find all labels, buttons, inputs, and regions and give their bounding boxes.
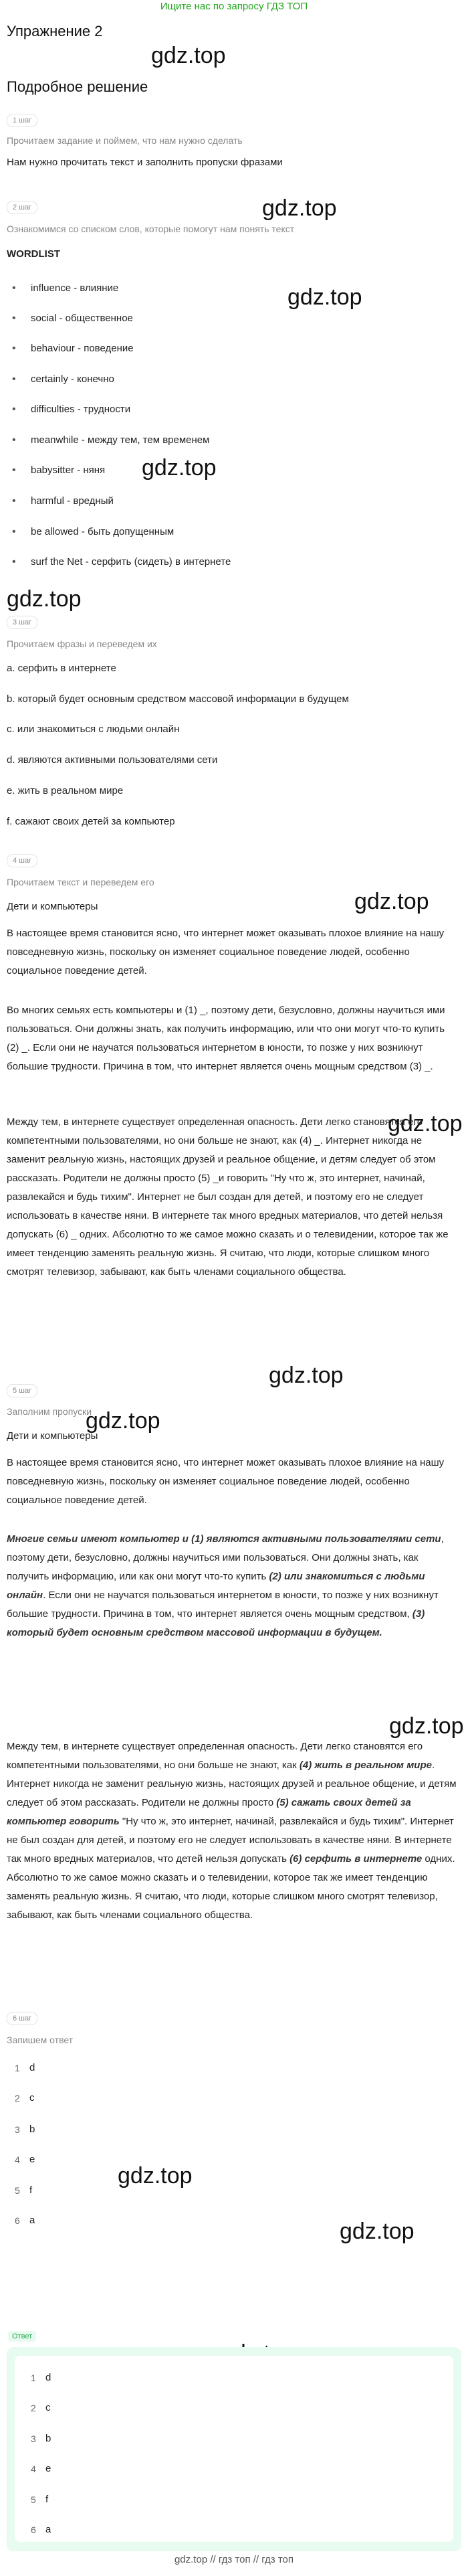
text-paragraph: В настоящее время становится ясно, что интернет может оказывать плохое влияние на нашу повседневную жизнь, поскольку он изменяет социальное поведение людей, особенно социальное поведение детей.	[7, 928, 445, 976]
wordlist-item: meanwhile - между тем, тем временем	[31, 434, 210, 446]
wordlist-item: be allowed - быть допущенным	[31, 526, 174, 537]
bullet: •	[12, 495, 16, 507]
answer-number: 6	[31, 2524, 36, 2535]
text-run: . Интернет никогда не заменит реальную жизнь, настоящих друзей и реальное общение, и детям следует об этом рассказать. Родители не должны просто	[7, 1759, 457, 1808]
text-paragraph: В настоящее время становится ясно, что интернет может оказывать плохое влияние на нашу повседневную жизнь, поскольку он изменяет социальное поведение людей, особенно социальное поведение детей.	[7, 1457, 445, 1506]
step-text: Нам нужно прочитать текст и заполнить пропуски фразами	[7, 157, 283, 168]
step-tag: 3 шаг	[7, 616, 37, 629]
watermark: gdz.top	[118, 2163, 193, 2188]
bullet: •	[12, 282, 16, 294]
answer-number: 6	[15, 2215, 20, 2226]
answer-value: e	[45, 2463, 51, 2474]
answer-label: Ответ	[8, 2331, 36, 2342]
text-title: Дети и компьютеры	[7, 1430, 98, 1442]
bullet: •	[12, 404, 16, 415]
watermark: gdz.top	[340, 2219, 415, 2244]
answer-value: c	[45, 2402, 51, 2413]
filled-gap: Многие семьи имеют компьютер и (1) являются активными пользователями сети	[7, 1533, 441, 1545]
text-title: Дети и компьютеры	[7, 901, 98, 912]
exercise-title: Упражнение 2	[7, 23, 103, 39]
answer-number: 2	[31, 2403, 36, 2413]
answer-value: f	[29, 2184, 33, 2196]
text-paragraph: Между тем, в интернете существует определенная опасность. Дети легко становятся его компетентными пользователями, но они больше не знают, как (4) _. Интернет никогда не заменит реальную жизнь, настоящих друзей и реальное общение, и детям следует об этом рассказать. Родители не должны просто (5) _и говорить "Ну что ж, это интернет, начинай, развлекайся и будь тихим". Интернет не был создан для детей, и поэтому его не следует использовать в качестве няни. В интернете так много вредных материалов, что детей нельзя допускать (6) _ одних. Абсолютно то же самое можно сказать и о телевидении, которое так же имеет тенденцию заменять реальную жизнь. Я считаю, что люди, которые слишком много смотрят телевизор, забывают, как быть членами социального общества.	[7, 1116, 449, 1278]
text-run: . Если они не научатся пользоваться интернетом в юности, то позже у них возникнут большие трудности. Причина в том, что интернет является очень мощным средством,	[7, 1590, 439, 1620]
step-tag: 4 шаг	[7, 854, 37, 867]
answer-value: b	[45, 2433, 51, 2444]
bullet: •	[12, 343, 16, 354]
answer-value: a	[45, 2524, 51, 2535]
bullet: •	[12, 373, 16, 385]
step-description: Заполним пропуски	[7, 1406, 92, 1417]
step-description: Прочитаем текст и переведем его	[7, 877, 154, 887]
phrase-item: d. являются активными пользователями сети	[7, 754, 218, 766]
step-description: Ознакомимся со списком слов, которые помогут нам понять текст	[7, 224, 295, 234]
filled-gap: (3) который будет основным средством массовой информации в будущем.	[7, 1608, 425, 1638]
step-tag: 1 шаг	[7, 114, 37, 127]
filled-gap: (2) или знакомиться с людьми онлайн	[7, 1571, 425, 1601]
filled-paragraph	[7, 1530, 458, 1642]
watermark: gdz.top	[142, 455, 217, 481]
text-paragraph: Во многих семьях есть компьютеры и (1) _, поэтому дети, безусловно, должны научиться ими пользоваться. Они должны знать, как получить информацию, или что они могут что-то купить (2) _. Если они не научатся пользоваться интернетом в юности, то позже у них возникнут большие трудности. Причина в том, что интернет является очень мощным средством (3) _.	[7, 1005, 445, 1072]
answer-value: f	[45, 2494, 49, 2505]
wordlist-item: difficulties - трудности	[31, 404, 131, 415]
filled-gap: (5) сажать своих детей за компьютер говорить	[7, 1797, 411, 1827]
solution-title: Подробное решение	[7, 78, 148, 95]
answer-number: 5	[31, 2494, 36, 2505]
answer-number: 1	[31, 2373, 36, 2383]
answer-value: b	[29, 2124, 35, 2135]
phrase-item: e. жить в реальном мире	[7, 785, 124, 796]
answer-value: e	[29, 2154, 35, 2165]
answer-number: 3	[15, 2124, 20, 2135]
bullet: •	[12, 556, 16, 568]
filled-gap: (4) жить в реальном мире	[299, 1759, 432, 1771]
answer-number: 4	[15, 2154, 20, 2165]
watermark: gdz.top	[287, 284, 362, 310]
bullet: •	[12, 313, 16, 324]
wordlist-heading: WORDLIST	[7, 248, 60, 260]
answer-value: c	[29, 2092, 35, 2103]
step-tag: 5 шаг	[7, 1384, 37, 1397]
step-description: Прочитаем фразы и переведем их	[7, 638, 157, 649]
watermark: gdz.top	[354, 889, 429, 914]
wordlist-item: social - общественное	[31, 313, 133, 324]
watermark: gdz.top	[262, 195, 337, 221]
watermark: gdz.top	[151, 43, 226, 68]
promo-link[interactable]: Ищите нас по запросу ГДЗ ТОП	[160, 1, 308, 12]
filled-paragraph	[7, 1737, 458, 1925]
footer-links[interactable]: gdz.top // гдз топ // гдз топ	[174, 2554, 294, 2565]
bullet: •	[12, 526, 16, 537]
answer-number: 3	[31, 2433, 36, 2444]
bullet: •	[12, 464, 16, 476]
phrase-item: c. или знакомиться с людьми онлайн	[7, 723, 180, 735]
answer-value: d	[29, 2062, 35, 2073]
text-run: "Ну что ж, это интернет, начинай, развлекайся и будь тихим". Интернет не был создан для детей, и поэтому его не следует использовать в качестве няни. В интернете так много вредных материалов, что детей нельзя допускать	[7, 1816, 454, 1865]
answer-value: d	[45, 2372, 51, 2383]
answer-value: a	[29, 2215, 35, 2226]
watermark: gdz.top	[389, 1713, 464, 1739]
filled-gap: (6) серфить в интернете	[289, 1853, 423, 1865]
step-tag: 2 шаг	[7, 201, 37, 214]
phrase-item: a. серфить в интернете	[7, 663, 116, 674]
wordlist-item: babysitter - няня	[31, 464, 106, 476]
wordlist-item: behaviour - поведение	[31, 343, 134, 354]
wordlist-item: influence - влияние	[31, 282, 119, 294]
wordlist-item: surf the Net - серфить (сидеть) в интернете	[31, 556, 231, 568]
step-tag: 6 шаг	[7, 2012, 37, 2025]
step-description: Запишем ответ	[7, 2035, 74, 2045]
bullet: •	[12, 434, 16, 446]
answer-box-inner	[15, 2356, 453, 2542]
watermark: gdz.top	[388, 1111, 463, 1136]
text-run: одних. Абсолютно то же самое можно сказать и о телевидении, которое так же имеет тенденцию заменять реальную жизнь. Я считаю, что люди, которые слишком много смотрят телевизор, забывают, как быть членами социального общества.	[7, 1853, 455, 1921]
answer-number: 4	[31, 2464, 36, 2474]
answer-number: 2	[15, 2093, 20, 2103]
phrase-item: b. который будет основным средством массовой информации в будущем	[7, 693, 349, 705]
text-run: Между тем, в интернете существует определенная опасность. Дети легко становятся его компетентными пользователями, но они больше не знают, как	[7, 1741, 423, 1771]
wordlist-item: harmful - вредный	[31, 495, 114, 507]
answer-number: 1	[15, 2063, 20, 2073]
step-description: Прочитаем задание и поймем, что нам нужно сделать	[7, 135, 243, 146]
watermark: gdz.top	[7, 586, 82, 612]
watermark: gdz.top	[269, 1363, 344, 1388]
phrase-item: f. сажают своих детей за компьютер	[7, 816, 175, 827]
text-run: , поэтому дети, безусловно, должны научиться ими пользоваться. Они должны знать, как получить информацию, или как они могут что-то купить	[7, 1533, 444, 1582]
watermark: gdz.top	[86, 1408, 160, 1434]
answer-number: 5	[15, 2185, 20, 2196]
wordlist-item: certainly - конечно	[31, 373, 114, 385]
